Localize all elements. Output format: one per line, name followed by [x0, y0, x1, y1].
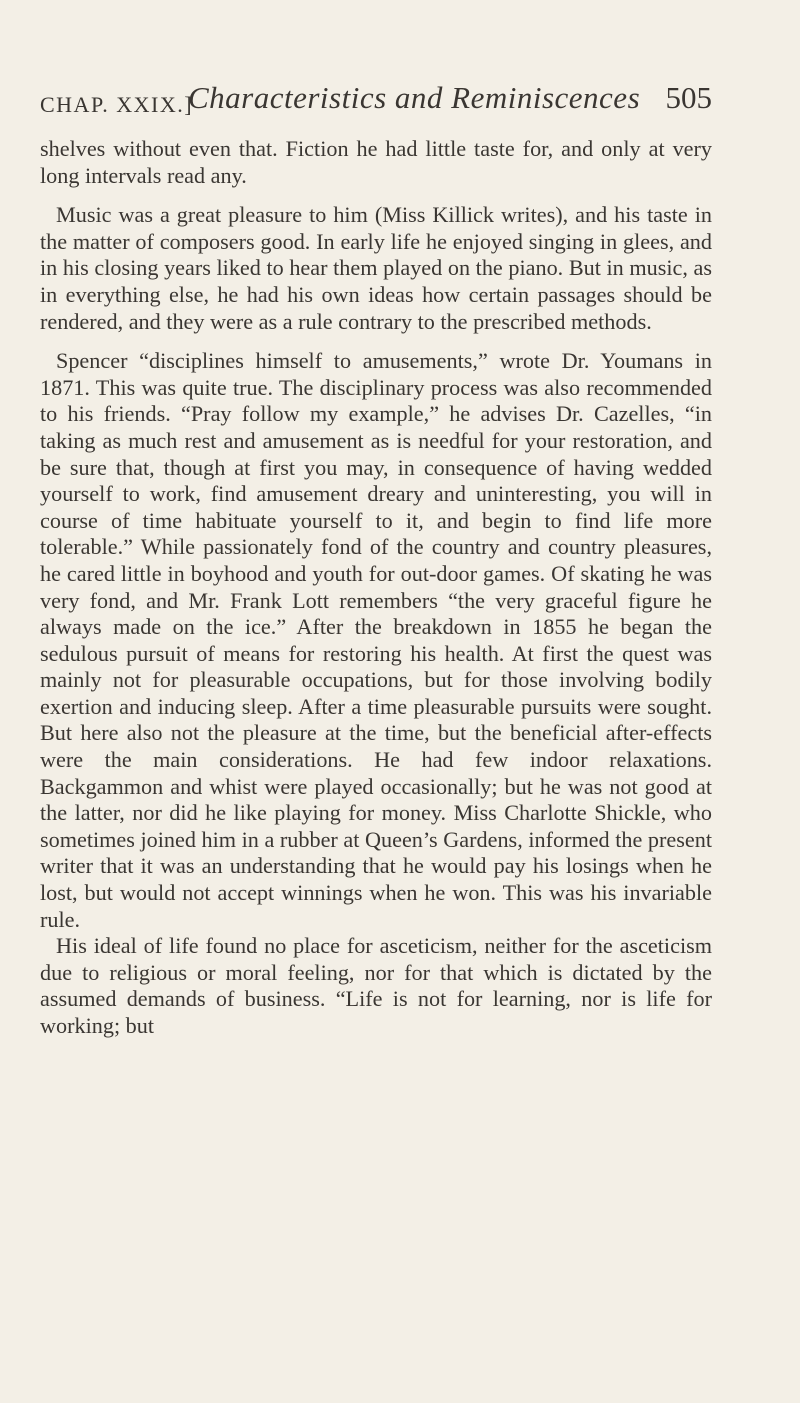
paragraph: shelves without even that. Fiction he had little taste for, and only at very long intervals read any.: [40, 136, 712, 188]
page-number: 505: [665, 80, 712, 115]
running-title: Characteristics and Reminiscences: [188, 80, 641, 115]
paragraph: Music was a great pleasure to him (Miss Killick writes), and his taste in the matter of composers good. In early life he enjoyed singing in glees, and in his closing years liked to hear them played on the piano. But in music, as in everything else, he had his own ideas how certain passages should be rendered, and they were as a rule contrary to the prescribed methods.: [40, 202, 712, 334]
book-page: [40, 0, 712, 1403]
paragraph: His ideal of life found no place for asceticism, neither for the asceticism due to religious or moral feeling, nor for that which is dictated by the assumed demands of business. “Life is not for learning, nor is life for working; but: [40, 933, 712, 1038]
running-head: [40, 80, 712, 124]
body-text: [40, 136, 712, 1040]
chapter-label: CHAP. XXIX.]: [40, 92, 194, 117]
paragraph: Spencer “disciplines himself to amusements,” wrote Dr. Youmans in 1871. This was quite true. The disciplinary process was also recommended to his friends. “Pray follow my example,” he advises Dr. Cazelles, “in taking as much rest and amusement as is needful for your restoration, and be sure that, though at first you may, in consequence of having wedded yourself to work, find amusement dreary and uninteresting, you will in course of time habituate yourself to it, and begin to find life more tolerable.” While passionately fond of the country and country pleasures, he cared little in boyhood and youth for out-door games. Of skating he was very fond, and Mr. Frank Lott remembers “the very graceful figure he always made on the ice.” After the breakdown in 1855 he began the sedulous pursuit of means for restoring his health. At first the quest was mainly not for pleasurable occupations, but for those involving bodily exertion and inducing sleep. After a time pleasurable pursuits were sought. But here also not the pleasure at the time, but the beneficial after-effects were the main considerations. He had few indoor relaxations. Backgammon and whist were played occasionally; but he was not good at the latter, nor did he like playing for money. Miss Charlotte Shickle, who sometimes joined him in a rubber at Queen’s Gardens, informed the present writer that it was an understanding that he would pay his losings when he lost, but would not accept winnings when he won. This was his invariable rule.: [40, 348, 712, 932]
